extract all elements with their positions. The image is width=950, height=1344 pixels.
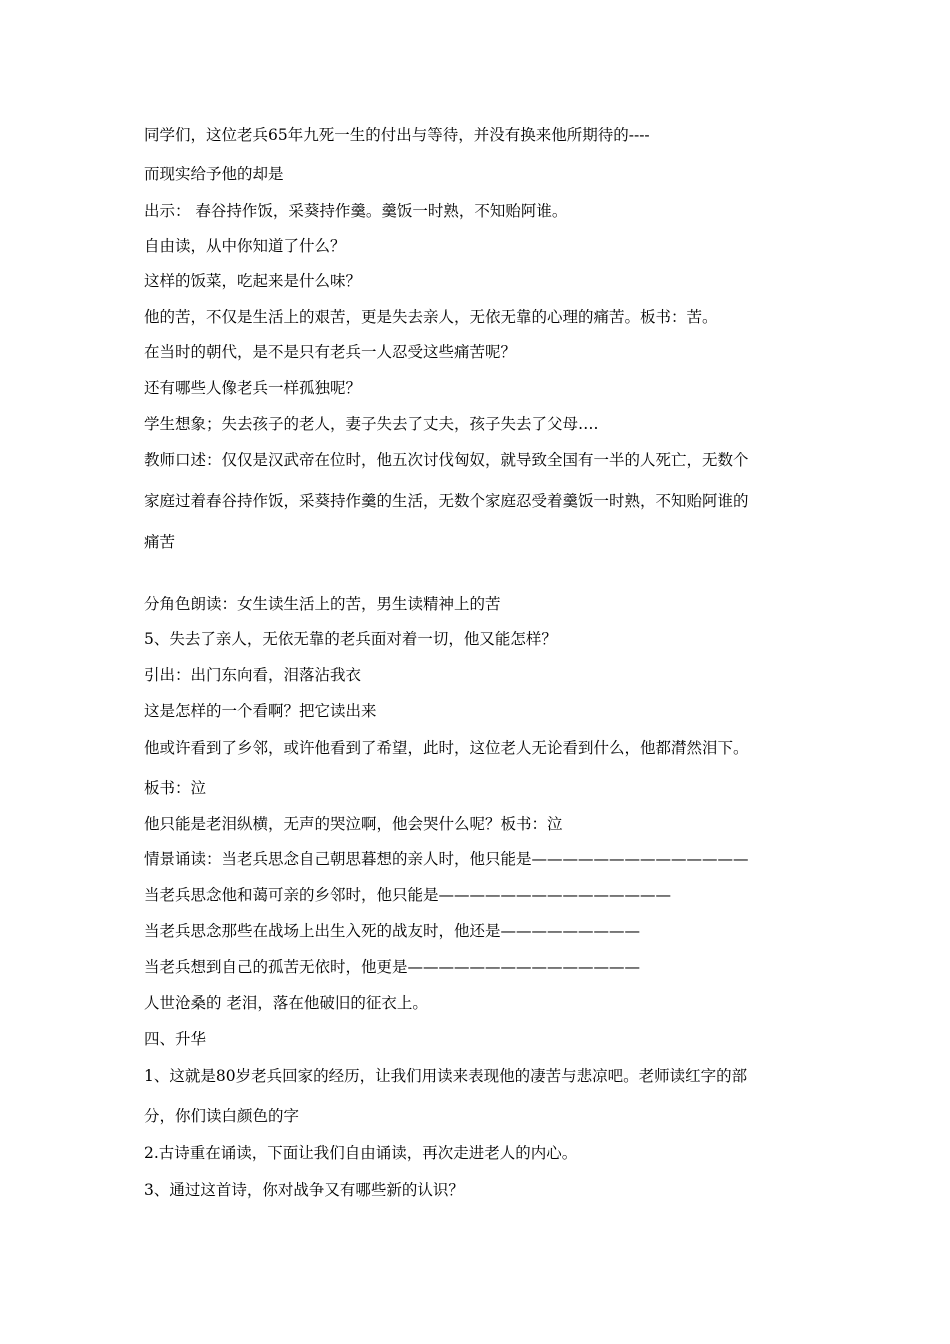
text-line: 这样的饭菜，吃起来是什么味？ — [144, 272, 362, 290]
text-line: 引出：出门东向看，泪落沾我衣 — [144, 666, 362, 684]
text-line: 3、通过这首诗，你对战争又有哪些新的认识？ — [144, 1181, 464, 1199]
text-line: 5、失去了亲人，无依无靠的老兵面对着一切，他又能怎样？ — [144, 630, 557, 648]
text-line: 情景诵读：当老兵思念自己朝思暮想的亲人时，他只能是—————————————— — [144, 850, 749, 868]
text-line: 当老兵思念他和蔼可亲的乡邻时，他只能是——————————————— — [144, 886, 672, 904]
text-line: 出示： 春谷持作饭，采葵持作羹。羹饭一时熟，不知贻阿谁。 — [144, 202, 568, 220]
text-line: 学生想象；失去孩子的老人，妻子失去了丈夫，孩子失去了父母…. — [144, 415, 599, 433]
text-line: 在当时的朝代，是不是只有老兵一人忍受这些痛苦呢？ — [144, 343, 517, 361]
text-line: 1、这就是80岁老兵回家的经历，让我们用读来表现他的凄苦与悲凉吧。老师读红字的部 — [144, 1067, 748, 1085]
text-line: 家庭过着春谷持作饭，采葵持作羹的生活，无数个家庭忍受着羹饭一时熟，不知贻阿谁的 — [144, 492, 749, 510]
text-line: 人世沧桑的 老泪，落在他破旧的征衣上。 — [144, 994, 428, 1012]
text-line: 自由读，从中你知道了什么？ — [144, 237, 346, 255]
text-line: 当老兵想到自己的孤苦无依时，他更是——————————————— — [144, 958, 641, 976]
section-heading: 四、升华 — [144, 1030, 207, 1048]
text-line: 分，你们读白颜色的字 — [144, 1107, 300, 1125]
text-line: 而现实给予他的却是 — [144, 165, 284, 183]
text-line: 他或许看到了乡邻，或许他看到了希望，此时，这位老人无论看到什么，他都潸然泪下。 — [144, 739, 749, 757]
text-line: 同学们，这位老兵65年九死一生的付出与等待，并没有换来他所期待的---- — [144, 126, 650, 144]
text-line: 2.古诗重在诵读，下面让我们自由诵读，再次走进老人的内心。 — [144, 1144, 578, 1162]
text-line: 这是怎样的一个看啊？把它读出来 — [144, 702, 377, 720]
text-line: 痛苦 — [144, 533, 176, 551]
text-line: 他的苦，不仅是生活上的艰苦，更是失去亲人，无依无靠的心理的痛苦。板书：苦。 — [144, 308, 718, 326]
text-line: 板书：泣 — [144, 779, 207, 797]
text-line: 他只能是老泪纵横，无声的哭泣啊，他会哭什么呢？板书：泣 — [144, 815, 563, 833]
text-line: 分角色朗读：女生读生活上的苦，男生读精神上的苦 — [144, 595, 501, 613]
text-line: 还有哪些人像老兵一样孤独呢？ — [144, 379, 362, 397]
text-line: 当老兵思念那些在战场上出生入死的战友时，他还是————————— — [144, 922, 641, 940]
text-line: 教师口述：仅仅是汉武帝在位时，他五次讨伐匈奴，就导致全国有一半的人死亡，无数个 — [144, 451, 749, 469]
